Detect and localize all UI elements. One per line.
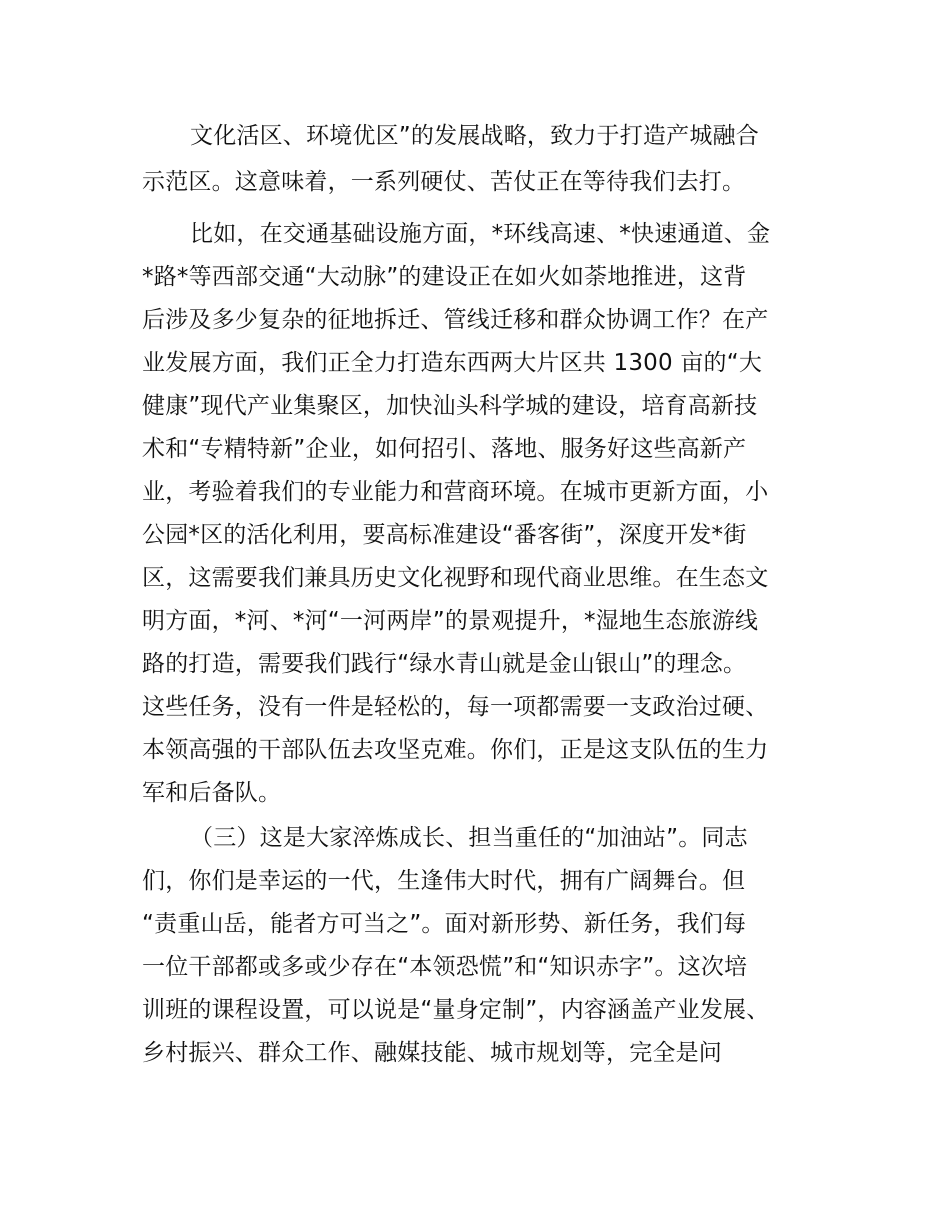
paragraph-line: 军和后备队。 (142, 780, 282, 806)
paragraph-line: 乡村振兴、群众工作、融媒技能、城市规划等，完全是问 (142, 1040, 722, 1066)
paragraph-line: 训班的课程设置，可以说是“量身定制”，内容涵盖产业发展、 (142, 997, 770, 1023)
paragraph-line: 路的打造，需要我们践行“绿水青山就是金山银山”的理念。 (142, 651, 747, 677)
paragraph-line: 后涉及多少复杂的征地拆迁、管线迁移和群众协调工作？在产 (142, 307, 769, 333)
paragraph-line: 术和“专精特新”企业，如何招引、落地、服务好这些高新产 (142, 436, 747, 462)
paragraph-line: 明方面，*河、*河“一河两岸”的景观提升，*湿地生态旅游线 (142, 608, 759, 634)
paragraph-line: 本领高强的干部队伍去攻坚克难。你们，正是这支队伍的生力 (142, 737, 769, 763)
paragraph-line: 示范区。这意味着，一系列硬仗、苦仗正在等待我们去打。 (142, 169, 746, 195)
paragraph-line: 比如，在交通基础设施方面，*环线高速、*快速通道、金 (190, 221, 771, 247)
paragraph-line: “责重山岳，能者方可当之”。面对新形势、新任务，我们每 (142, 911, 747, 937)
paragraph-line: （三）这是大家淬炼成长、担当重任的“加油站”。同志 (190, 825, 748, 851)
paragraph-line: 健康”现代产业集聚区，加快汕头科学城的建设，培育高新技 (142, 393, 758, 419)
paragraph-line: 公园*区的活化利用，要高标准建设“番客街”，深度开发*街 (142, 522, 747, 548)
paragraph-line: 业发展方面，我们正全力打造东西两大片区共 1300 亩的“大 (142, 350, 763, 376)
paragraph-line: 们，你们是幸运的一代，生逢伟大时代，拥有广阔舞台。但 (142, 868, 746, 894)
paragraph-line: 一位干部都或多或少存在“本领恐慌”和“知识赤字”。这次培 (142, 954, 748, 980)
paragraph-line: *路*等西部交通“大动脉”的建设正在如火如荼地推进，这背 (142, 264, 747, 290)
paragraph-line: 业，考验着我们的专业能力和营商环境。在城市更新方面，小 (142, 479, 769, 505)
paragraph-line: 区，这需要我们兼具历史文化视野和现代商业思维。在生态文 (142, 565, 769, 591)
paragraph-line: 这些任务，没有一件是轻松的，每一项都需要一支政治过硬、 (142, 694, 769, 720)
paragraph-line: 文化活区、环境优区”的发展战略，致力于打造产城融合 (190, 123, 759, 149)
